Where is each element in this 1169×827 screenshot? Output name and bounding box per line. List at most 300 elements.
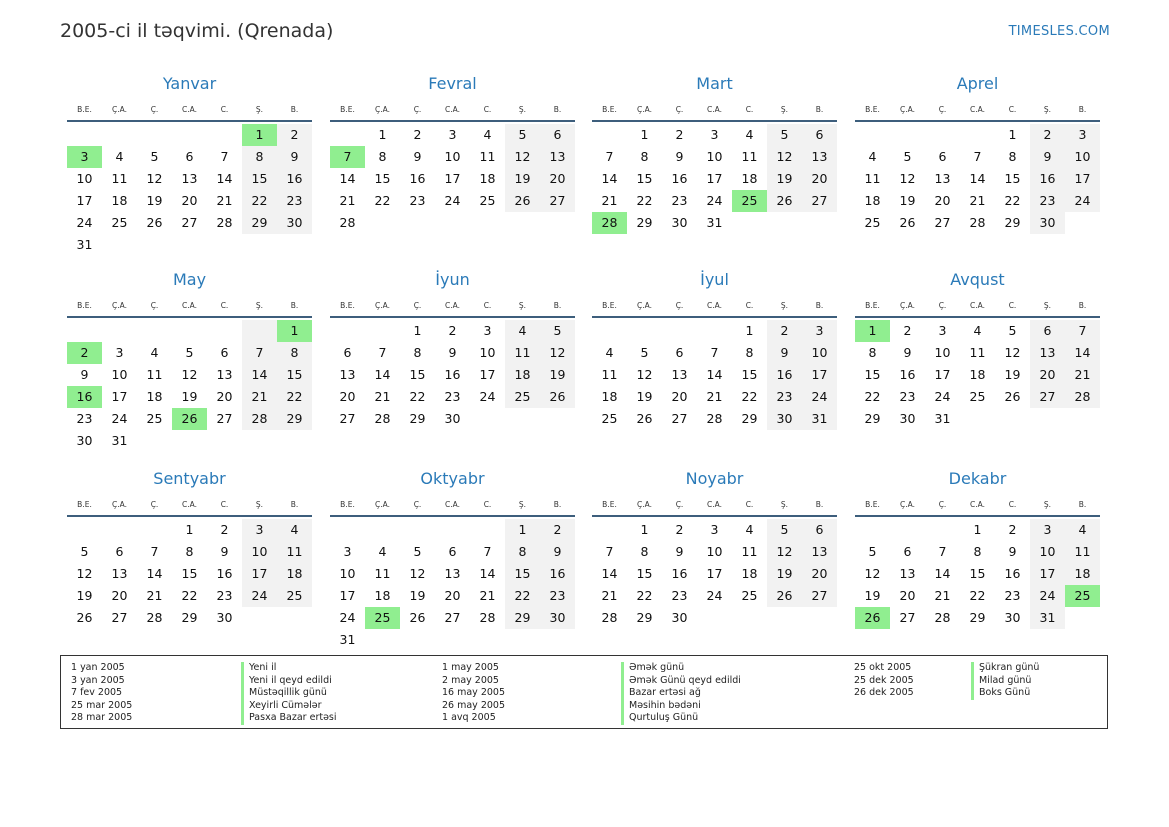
day-cell: 18: [601, 389, 618, 404]
weekday-label: Ş.: [518, 105, 527, 114]
day-cell: 12: [181, 367, 198, 382]
weekday-header: [330, 103, 575, 122]
weekday-label: C.A.: [444, 500, 460, 509]
legend-date: 1 avq 2005: [442, 712, 496, 723]
empty-cell: [855, 519, 890, 541]
day-cell: 4: [115, 149, 124, 164]
day-cell: 22: [277, 386, 312, 408]
weekday-label: Ç.: [150, 105, 159, 114]
day-cell: 4: [868, 149, 877, 164]
day-grid: [67, 519, 312, 629]
day-cell: 21: [242, 386, 277, 408]
weekday-label: Ç.: [150, 500, 159, 509]
day-cell: 6: [802, 124, 837, 146]
day-cell: 8: [745, 345, 754, 360]
weekday-label: Ş.: [780, 500, 789, 509]
legend-names: [241, 662, 337, 725]
day-cell: 21: [1065, 364, 1100, 386]
day-cell: 30: [671, 215, 688, 230]
weekday-label: B.E.: [77, 500, 92, 509]
day-cell: 19: [409, 588, 426, 603]
day-cell: 4: [1065, 519, 1100, 541]
weekday-header: [67, 299, 312, 318]
weekday-label: Ç.: [413, 301, 422, 310]
day-cell: 12: [899, 171, 916, 186]
weekday-label: Ş.: [780, 105, 789, 114]
day-cell: 3: [710, 522, 719, 537]
day-cell: 4: [277, 519, 312, 541]
day-cell: 3: [242, 519, 277, 541]
day-cell: 25: [146, 411, 163, 426]
legend-holiday-name: Yeni il qeyd edildi: [249, 674, 332, 686]
day-cell: 12: [864, 566, 881, 581]
day-cell: 4: [745, 127, 754, 142]
weekday-header: [330, 498, 575, 517]
weekday-label: B.: [815, 105, 824, 114]
legend-date: 1 yan 2005: [71, 662, 125, 673]
day-cell: 7: [483, 544, 492, 559]
month-name: Oktyabr: [420, 469, 485, 488]
holiday-day-cell: 25: [732, 190, 767, 212]
weekday-header: [592, 299, 837, 318]
day-cell: 13: [671, 367, 688, 382]
day-cell: 9: [80, 367, 89, 382]
day-cell: 19: [1004, 367, 1021, 382]
empty-cell: [400, 519, 435, 541]
day-cell: 20: [934, 193, 951, 208]
weekday-label: Ş.: [1043, 500, 1052, 509]
day-cell: 18: [864, 193, 881, 208]
day-cell: 15: [409, 367, 426, 382]
day-cell: 20: [899, 588, 916, 603]
day-cell: 17: [242, 563, 277, 585]
month-name: Dekabr: [948, 469, 1007, 488]
holiday-day-cell: 3: [67, 146, 102, 168]
month-name: İyul: [700, 270, 729, 289]
day-cell: 22: [741, 389, 758, 404]
legend-dates: [854, 662, 914, 700]
day-cell: 8: [640, 149, 649, 164]
day-cell: 16: [540, 563, 575, 585]
day-cell: 31: [76, 237, 93, 252]
day-cell: 16: [899, 367, 916, 382]
weekday-label: Ç.A.: [111, 105, 127, 114]
day-cell: 15: [181, 566, 198, 581]
day-cell: 7: [710, 345, 719, 360]
day-cell: 22: [1004, 193, 1021, 208]
day-cell: 25: [741, 588, 758, 603]
day-cell: 25: [111, 215, 128, 230]
day-cell: 28: [374, 411, 391, 426]
day-cell: 10: [802, 342, 837, 364]
weekday-label: C.A.: [969, 105, 985, 114]
day-cell: 13: [216, 367, 233, 382]
day-cell: 17: [706, 566, 723, 581]
day-cell: 30: [216, 610, 233, 625]
day-cell: 29: [741, 411, 758, 426]
weekday-label: C.: [1008, 301, 1017, 310]
weekday-label: Ç.: [938, 301, 947, 310]
holiday-day-cell: 26: [855, 607, 890, 629]
day-cell: 24: [242, 585, 277, 607]
holiday-day-cell: 7: [330, 146, 365, 168]
day-cell: 10: [76, 171, 93, 186]
day-cell: 6: [1030, 320, 1065, 342]
day-cell: 19: [767, 563, 802, 585]
day-cell: 4: [378, 544, 387, 559]
day-cell: 28: [479, 610, 496, 625]
day-cell: 29: [864, 411, 881, 426]
day-cell: 23: [409, 193, 426, 208]
day-cell: 17: [76, 193, 93, 208]
day-cell: 30: [76, 433, 93, 448]
empty-cell: [330, 124, 365, 146]
weekday-label: B.E.: [340, 105, 355, 114]
weekday-label: C.: [1008, 105, 1017, 114]
day-cell: 10: [1065, 146, 1100, 168]
empty-cell: [172, 320, 207, 342]
day-cell: 26: [767, 190, 802, 212]
month-5: [67, 269, 312, 452]
day-cell: 11: [741, 149, 758, 164]
weekday-label: Ç.A.: [111, 301, 127, 310]
day-cell: 2: [448, 323, 457, 338]
day-cell: 17: [706, 171, 723, 186]
weekday-label: B.E.: [340, 301, 355, 310]
day-cell: 18: [741, 566, 758, 581]
day-cell: 7: [242, 342, 277, 364]
weekday-label: C.: [483, 105, 492, 114]
weekday-label: C.: [745, 500, 754, 509]
day-cell: 27: [181, 215, 198, 230]
day-cell: 9: [448, 345, 457, 360]
day-cell: 1: [185, 522, 194, 537]
day-cell: 17: [111, 389, 128, 404]
holiday-day-cell: 25: [365, 607, 400, 629]
day-cell: 9: [767, 342, 802, 364]
weekday-label: C.A.: [181, 301, 197, 310]
day-cell: 6: [115, 544, 124, 559]
day-cell: 20: [540, 168, 575, 190]
day-cell: 20: [339, 389, 356, 404]
day-cell: 26: [1004, 389, 1021, 404]
weekday-label: B.E.: [602, 301, 617, 310]
day-cell: 7: [1065, 320, 1100, 342]
day-cell: 15: [1004, 171, 1021, 186]
day-cell: 25: [601, 411, 618, 426]
day-cell: 25: [969, 389, 986, 404]
weekday-label: Ç.A.: [111, 500, 127, 509]
legend-holiday-name: Xeyirli Cümələr: [249, 699, 322, 711]
month-name: May: [172, 270, 207, 289]
day-cell: 18: [277, 563, 312, 585]
weekday-label: Ş.: [255, 105, 264, 114]
day-cell: 22: [864, 389, 881, 404]
day-cell: 21: [374, 389, 391, 404]
day-cell: 16: [1004, 566, 1021, 581]
day-cell: 8: [242, 146, 277, 168]
weekday-label: B.E.: [77, 105, 92, 114]
day-cell: 15: [242, 168, 277, 190]
day-cell: 19: [540, 364, 575, 386]
day-cell: 10: [706, 149, 723, 164]
month-4: [855, 73, 1100, 234]
empty-cell: [172, 124, 207, 146]
holiday-day-cell: 1: [242, 124, 277, 146]
empty-cell: [242, 320, 277, 342]
month-3: [592, 73, 837, 234]
day-cell: 7: [220, 149, 229, 164]
weekday-label: C.A.: [444, 105, 460, 114]
day-cell: 3: [115, 345, 124, 360]
day-cell: 3: [1065, 124, 1100, 146]
day-cell: 12: [767, 541, 802, 563]
weekday-label: B.: [815, 301, 824, 310]
weekday-label: Ç.A.: [899, 500, 915, 509]
legend-holiday-name: Şükran günü: [979, 662, 1040, 673]
day-cell: 21: [706, 389, 723, 404]
day-cell: 8: [868, 345, 877, 360]
weekday-label: B.: [1078, 500, 1087, 509]
day-cell: 14: [601, 171, 618, 186]
day-cell: 28: [601, 610, 618, 625]
day-cell: 30: [767, 408, 802, 430]
day-grid: [330, 519, 575, 651]
day-cell: 11: [111, 171, 128, 186]
month-name: Sentyabr: [153, 469, 226, 488]
empty-cell: [102, 124, 137, 146]
weekday-label: Ç.A.: [374, 500, 390, 509]
empty-cell: [592, 519, 627, 541]
weekday-label: Ş.: [518, 500, 527, 509]
day-cell: 1: [1008, 127, 1017, 142]
day-cell: 18: [969, 367, 986, 382]
day-cell: 5: [80, 544, 89, 559]
day-cell: 8: [413, 345, 422, 360]
day-cell: 26: [505, 190, 540, 212]
day-cell: 27: [540, 190, 575, 212]
day-cell: 6: [540, 124, 575, 146]
empty-cell: [137, 320, 172, 342]
month-name: İyun: [435, 270, 470, 289]
day-cell: 14: [934, 566, 951, 581]
day-cell: 24: [706, 588, 723, 603]
day-cell: 8: [277, 342, 312, 364]
day-cell: 1: [378, 127, 387, 142]
weekday-label: C.: [745, 301, 754, 310]
day-cell: 15: [374, 171, 391, 186]
legend-dates: [442, 662, 505, 725]
day-cell: 29: [636, 215, 653, 230]
weekday-label: C.: [1008, 500, 1017, 509]
day-cell: 21: [601, 193, 618, 208]
empty-cell: [365, 320, 400, 342]
day-cell: 10: [706, 544, 723, 559]
day-cell: 11: [864, 171, 881, 186]
day-cell: 16: [671, 171, 688, 186]
day-cell: 24: [934, 389, 951, 404]
day-cell: 14: [339, 171, 356, 186]
day-cell: 20: [802, 563, 837, 585]
day-cell: 26: [76, 610, 93, 625]
day-cell: 29: [181, 610, 198, 625]
day-cell: 9: [903, 345, 912, 360]
day-cell: 14: [146, 566, 163, 581]
day-cell: 9: [540, 541, 575, 563]
day-cell: 13: [802, 146, 837, 168]
day-cell: 18: [111, 193, 128, 208]
day-cell: 20: [1030, 364, 1065, 386]
day-cell: 10: [339, 566, 356, 581]
weekday-label: Ş.: [1043, 105, 1052, 114]
day-cell: 11: [146, 367, 163, 382]
day-cell: 20: [181, 193, 198, 208]
day-grid: [592, 124, 837, 234]
day-cell: 5: [868, 544, 877, 559]
day-cell: 27: [671, 411, 688, 426]
empty-cell: [925, 519, 960, 541]
day-cell: 2: [1008, 522, 1017, 537]
day-cell: 9: [675, 149, 684, 164]
weekday-label: Ş.: [255, 500, 264, 509]
day-cell: 4: [973, 323, 982, 338]
weekday-header: [592, 498, 837, 517]
day-cell: 3: [448, 127, 457, 142]
day-cell: 1: [505, 519, 540, 541]
weekday-label: Ç.A.: [636, 301, 652, 310]
weekday-header: [855, 103, 1100, 122]
brand-logo[interactable]: TIMESLES.COM: [1008, 24, 1110, 39]
day-cell: 13: [802, 541, 837, 563]
empty-cell: [67, 519, 102, 541]
holiday-day-cell: 2: [67, 342, 102, 364]
day-cell: 20: [216, 389, 233, 404]
day-cell: 18: [741, 171, 758, 186]
day-cell: 5: [505, 124, 540, 146]
day-cell: 15: [636, 171, 653, 186]
legend-date: 25 dek 2005: [854, 674, 914, 686]
weekday-label: Ç.A.: [374, 105, 390, 114]
day-cell: 3: [343, 544, 352, 559]
day-cell: 21: [969, 193, 986, 208]
month-6: [330, 269, 575, 430]
day-cell: 27: [934, 215, 951, 230]
day-cell: 10: [934, 345, 951, 360]
day-cell: 29: [277, 408, 312, 430]
month-7: [592, 269, 837, 430]
day-cell: 6: [675, 345, 684, 360]
day-cell: 10: [111, 367, 128, 382]
day-cell: 22: [181, 588, 198, 603]
day-cell: 14: [242, 364, 277, 386]
day-cell: 6: [185, 149, 194, 164]
day-cell: 9: [277, 146, 312, 168]
weekday-label: B.E.: [340, 500, 355, 509]
empty-cell: [890, 519, 925, 541]
weekday-header: [67, 498, 312, 517]
day-cell: 23: [76, 411, 93, 426]
day-cell: 14: [1065, 342, 1100, 364]
legend-holiday-name: Məsihin bədəni: [629, 699, 701, 711]
day-cell: 7: [605, 149, 614, 164]
weekday-label: Ç.: [413, 105, 422, 114]
day-cell: 14: [216, 171, 233, 186]
day-cell: 7: [973, 149, 982, 164]
day-cell: 9: [1030, 146, 1065, 168]
day-cell: 3: [483, 323, 492, 338]
month-name: Yanvar: [162, 74, 217, 93]
day-cell: 19: [146, 193, 163, 208]
weekday-label: Ç.: [413, 500, 422, 509]
weekday-label: B.: [553, 105, 562, 114]
day-cell: 22: [636, 588, 653, 603]
day-cell: 22: [374, 193, 391, 208]
weekday-label: C.: [220, 301, 229, 310]
legend-holiday-name: Qurtuluş Günü: [629, 712, 699, 723]
day-cell: 28: [934, 610, 951, 625]
day-cell: 8: [973, 544, 982, 559]
day-cell: 1: [745, 323, 754, 338]
day-cell: 2: [1030, 124, 1065, 146]
empty-cell: [592, 124, 627, 146]
weekday-header: [855, 498, 1100, 517]
holiday-day-cell: 1: [277, 320, 312, 342]
weekday-label: C.: [483, 500, 492, 509]
day-cell: 3: [1030, 519, 1065, 541]
day-cell: 11: [601, 367, 618, 382]
day-cell: 5: [185, 345, 194, 360]
weekday-label: C.A.: [181, 500, 197, 509]
day-cell: 23: [216, 588, 233, 603]
day-cell: 21: [934, 588, 951, 603]
empty-cell: [435, 519, 470, 541]
day-cell: 17: [934, 367, 951, 382]
holiday-day-cell: 28: [592, 212, 627, 234]
day-cell: 2: [767, 320, 802, 342]
day-cell: 17: [479, 367, 496, 382]
weekday-label: B.E.: [602, 500, 617, 509]
day-cell: 15: [864, 367, 881, 382]
day-grid: [67, 320, 312, 452]
month-name: Fevral: [428, 74, 477, 93]
day-cell: 24: [1030, 585, 1065, 607]
day-grid: [67, 124, 312, 256]
day-cell: 28: [146, 610, 163, 625]
weekday-label: Ç.: [675, 500, 684, 509]
day-cell: 11: [277, 541, 312, 563]
month-1: [67, 73, 312, 256]
weekday-label: B.: [1078, 105, 1087, 114]
day-cell: 21: [339, 193, 356, 208]
weekday-label: B.: [1078, 301, 1087, 310]
day-cell: 17: [444, 171, 461, 186]
legend-date: 26 may 2005: [442, 699, 506, 711]
day-cell: 31: [706, 215, 723, 230]
day-cell: 26: [636, 411, 653, 426]
empty-cell: [207, 124, 242, 146]
month-name: Mart: [696, 74, 733, 93]
day-cell: 18: [146, 389, 163, 404]
day-cell: 23: [444, 389, 461, 404]
day-cell: 18: [505, 364, 540, 386]
day-cell: 26: [409, 610, 426, 625]
day-cell: 29: [242, 212, 277, 234]
day-cell: 19: [181, 389, 198, 404]
day-cell: 22: [505, 585, 540, 607]
month-name: Aprel: [956, 74, 999, 93]
day-cell: 2: [220, 522, 229, 537]
day-cell: 7: [938, 544, 947, 559]
